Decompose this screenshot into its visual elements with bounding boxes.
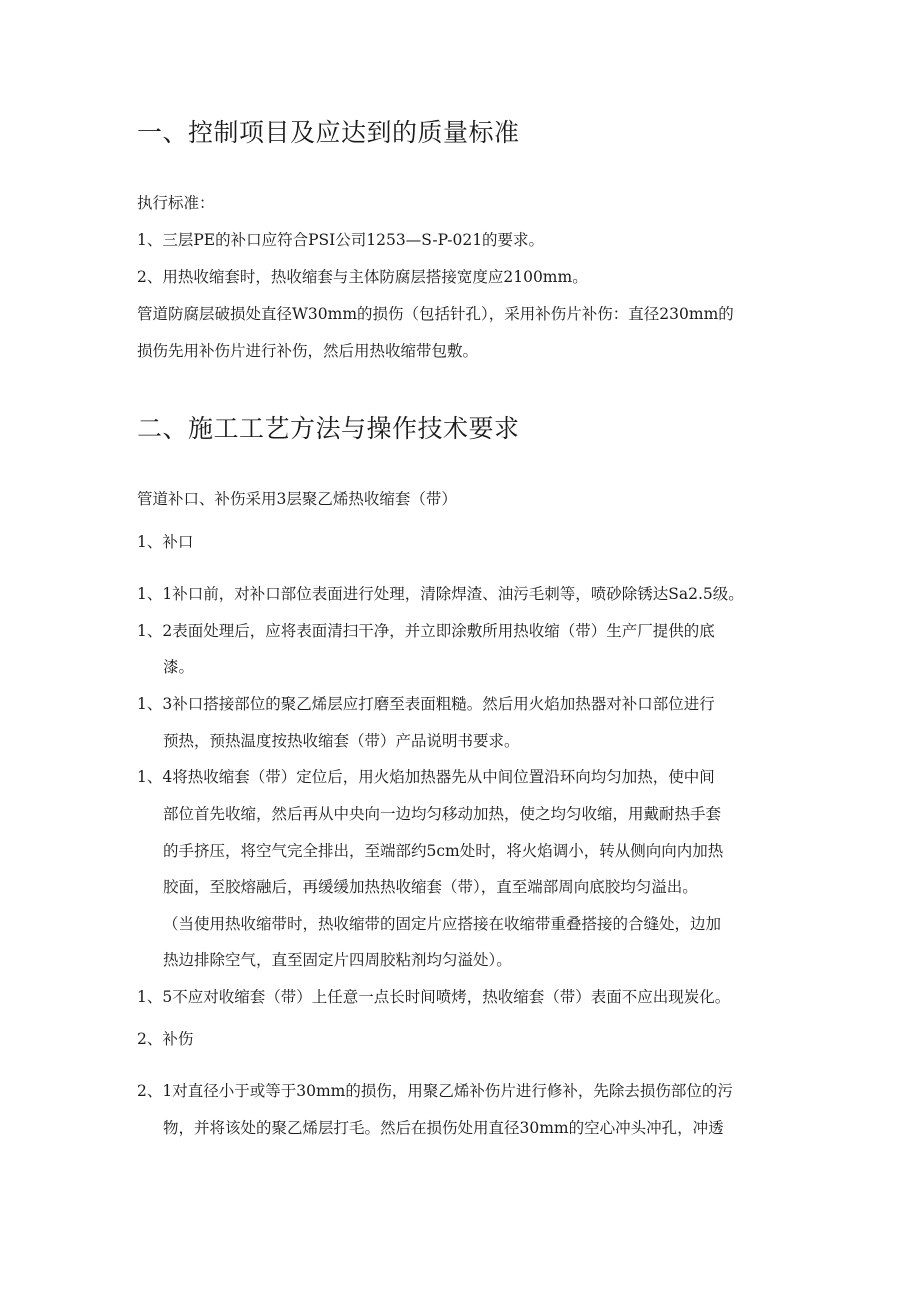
section-2-intro: 管道补口、补伤采用3层聚乙烯热收缩套（带） bbox=[137, 490, 457, 508]
item-1-2-line-1: 1、2表面处理后，应将表面清扫干净，并立即涂敷所用热收缩（带）生产厂提供的底 bbox=[137, 622, 715, 640]
item-1-1: 1、1补口前，对补口部位表面进行处理，清除焊渣、油污毛刺等，喷砂除锈达Sa2.5级。 bbox=[137, 585, 744, 603]
item-1-2-line-2: 漆。 bbox=[163, 658, 195, 676]
damage-paragraph-line-1: 管道防腐层破损处直径W30mm的损伤（包括针孔），采用补伤片补伤：直径230mm的 bbox=[137, 305, 734, 323]
item-2-1-line-2: 物，并将该处的聚乙烯层打毛。然后在损伤处用直径30mm的空心冲头冲孔，冲透 bbox=[163, 1119, 724, 1137]
standard-label: 执行标准： bbox=[137, 194, 215, 212]
item-1-4-line-6: 热边排除空气，直至固定片四周胶粘剂均匀溢处）。 bbox=[163, 951, 512, 969]
item-1-3-line-1: 1、3补口搭接部位的聚乙烯层应打磨至表面粗糙。然后用火焰加热器对补口部位进行 bbox=[137, 695, 715, 713]
item-1-5: 1、5不应对收缩套（带）上任意一点长时间喷烤，热收缩套（带）表面不应出现炭化。 bbox=[137, 988, 731, 1006]
damage-paragraph-line-2: 损伤先用补伤片进行补伤，然后用热收缩带包敷。 bbox=[137, 342, 479, 360]
item-1-3-line-2: 预热，预热温度按热收缩套（带）产品说明书要求。 bbox=[163, 732, 520, 750]
item-1-4-line-3: 的手挤压，将空气完全排出，至端部约5cm处时，将火焰调小，转从侧向向内加热 bbox=[163, 842, 724, 860]
section-2-heading: 二、施工工艺方法与操作技术要求 bbox=[137, 414, 520, 443]
subsection-damage-repair: 2、补伤 bbox=[137, 1030, 194, 1048]
item-1-4-line-4: 胶面，至胶熔融后，再缓缓加热热收缩套（带），直至端部周向底胶均匀溢出。 bbox=[163, 878, 698, 896]
section-1-heading: 一、控制项目及应达到的质量标准 bbox=[137, 118, 520, 147]
item-1-4-line-1: 1、4将热收缩套（带）定位后，用火焰加热器先从中间位置沿环向均匀加热，使中间 bbox=[137, 768, 715, 786]
standard-item-1: 1、三层PE的补口应符合PSI公司1253—S-P-021的要求。 bbox=[137, 231, 545, 249]
item-1-4-line-5: （当使用热收缩带时，热收缩带的固定片应搭接在收缩带重叠搭接的合缝处，边加 bbox=[163, 915, 722, 933]
item-2-1-line-1: 2、1对直径小于或等于30mm的损伤，用聚乙烯补伤片进行修补，先除去损伤部位的污 bbox=[137, 1082, 733, 1100]
item-1-4-line-2: 部位首先收缩，然后再从中央向一边均匀移动加热，使之均匀收缩，用戴耐热手套 bbox=[163, 805, 722, 823]
subsection-joint-coating: 1、补口 bbox=[137, 533, 194, 551]
standard-item-2: 2、用热收缩套时，热收缩套与主体防腐层搭接宽度应2100mm。 bbox=[137, 268, 588, 286]
